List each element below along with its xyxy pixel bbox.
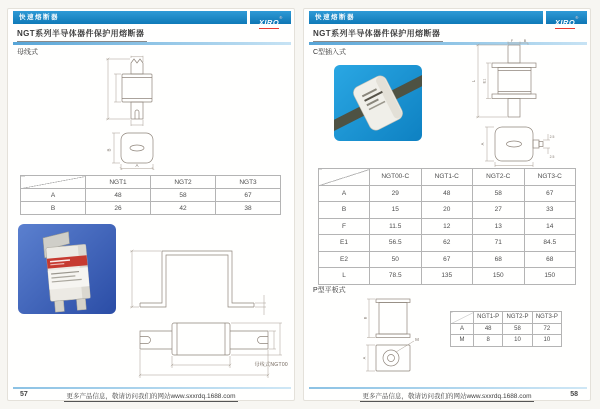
row-label: E2: [319, 251, 370, 268]
ctype-dimension-table: [318, 168, 576, 285]
footer-note: [8, 391, 294, 400]
table-row: [319, 251, 576, 268]
dim-label-b: B: [523, 39, 527, 43]
ctype-fuse-photo-art: [334, 65, 422, 141]
dim-value: 48: [86, 189, 151, 202]
dim-value: 15: [370, 202, 422, 219]
brand-logo-text: XIRO: [258, 18, 280, 28]
table-row: [319, 235, 576, 252]
row-label: A: [21, 189, 86, 202]
brand-logo: [250, 11, 291, 28]
column-header: NGT3-C: [524, 169, 576, 186]
dim-label-b: B: [106, 148, 112, 152]
table-row: [319, 218, 576, 235]
footer-note-text: 更多产品信息，敬请访问我们的网站www.sxxrdq.1688.com: [66, 393, 236, 400]
drawing-caption: 母线式NGT00: [254, 362, 288, 368]
header-category-label: 快速熔断器: [19, 14, 59, 21]
table-row: [319, 268, 576, 285]
dim-value: 68: [473, 251, 525, 268]
dim-value: 27: [473, 202, 525, 219]
dim-value: 14: [524, 218, 576, 235]
dim-value: 20: [421, 202, 473, 219]
ptype-fuse-dimension-drawing: [362, 295, 432, 373]
dim-label-f: F: [510, 39, 514, 43]
table-row: [319, 202, 576, 219]
ctype-fuse-dimension-drawing: [462, 39, 566, 167]
dim-value: 38: [216, 202, 281, 215]
dim-label-tab-2: 2.5: [549, 155, 555, 159]
brand-logo-text: XIRO: [554, 18, 576, 28]
dim-label-e: E1: [482, 78, 487, 84]
busbar-fuse-photo: [18, 224, 116, 314]
column-header: NGT1-P: [474, 312, 503, 324]
title-divider-rule: [13, 42, 291, 45]
dim-label-tab-1: 2.5: [549, 135, 555, 139]
dim-value: 26: [86, 202, 151, 215]
dim-value: 11.5: [370, 218, 422, 235]
busbar-fuse-photo-art: [18, 224, 116, 314]
row-label: L: [319, 268, 370, 285]
page-title: NGT系列半导体器件保护用熔断器: [17, 28, 147, 42]
dim-value: 150: [473, 268, 525, 285]
registered-mark: ®: [279, 15, 283, 20]
table-row: [21, 202, 281, 215]
table-row: [451, 323, 562, 335]
table-corner-cell: [319, 169, 370, 186]
table-corner-cell: [451, 312, 474, 324]
dim-value: 10: [532, 335, 561, 347]
table-row: [21, 189, 281, 202]
dim-value: 78.5: [370, 268, 422, 285]
ptype-dimension-table: [450, 311, 562, 347]
row-label: E1: [319, 235, 370, 252]
column-header: NGT2: [151, 176, 216, 189]
page-number: 57: [20, 391, 28, 398]
dim-value: 12: [421, 218, 473, 235]
footer-note: [304, 391, 590, 400]
dim-value: 48: [421, 185, 473, 202]
section-label-ctype: C型插入式: [313, 49, 347, 56]
dim-value: 62: [421, 235, 473, 252]
column-header: NGT2-C: [473, 169, 525, 186]
dim-label-a: A: [135, 163, 139, 168]
dim-value: 135: [421, 268, 473, 285]
dim-value: 56.5: [370, 235, 422, 252]
table-row: [451, 335, 562, 347]
dim-value: 50: [370, 251, 422, 268]
row-label: F: [319, 218, 370, 235]
table-header-row: [451, 312, 562, 324]
page-header-bar: [309, 11, 543, 24]
dim-value: 42: [151, 202, 216, 215]
ctype-fuse-photo: [334, 65, 422, 141]
dim-label-l: L: [471, 79, 476, 83]
brand-logo: [546, 11, 587, 28]
footer-note-text: 更多产品信息，敬请访问我们的网站www.sxxrdq.1688.com: [362, 393, 532, 400]
dim-value: 72: [532, 323, 561, 335]
page-title: NGT系列半导体器件保护用熔断器: [313, 28, 443, 42]
dim-value: 71: [473, 235, 525, 252]
column-header: NGT1: [86, 176, 151, 189]
dim-value: 58: [503, 323, 532, 335]
dim-value: 10: [503, 335, 532, 347]
column-header: NGT1-C: [421, 169, 473, 186]
row-label: A: [451, 323, 474, 335]
dim-value: 58: [151, 189, 216, 202]
column-header: NGT3-P: [532, 312, 561, 324]
footer-divider-rule: [309, 387, 587, 389]
column-header: NGT2-P: [503, 312, 532, 324]
busbar-fuse-dimension-drawing: [74, 55, 194, 173]
dim-value: 33: [524, 202, 576, 219]
page-header-bar: [13, 11, 247, 24]
row-label: A: [319, 185, 370, 202]
dim-value: 67: [524, 185, 576, 202]
dim-value: 68: [524, 251, 576, 268]
table-row: [319, 185, 576, 202]
dim-label-m: M: [415, 337, 419, 342]
section-label-ptype: P型平板式: [313, 287, 346, 294]
dim-value: 84.5: [524, 235, 576, 252]
row-label: B: [319, 202, 370, 219]
catalog-page-57: [7, 8, 295, 401]
dim-value: 13: [473, 218, 525, 235]
dim-label-b: B: [362, 316, 368, 320]
dim-value: 29: [370, 185, 422, 202]
footer-divider-rule: [13, 387, 291, 389]
table-corner-cell: [21, 176, 86, 189]
dim-value: 58: [473, 185, 525, 202]
dim-value: 67: [421, 251, 473, 268]
table-header-row: [319, 169, 576, 186]
busbar-dimension-table: [20, 175, 281, 215]
row-label: M: [451, 335, 474, 347]
section-label-busbar: 母线式: [17, 49, 38, 56]
column-header: NGT3: [216, 176, 281, 189]
dim-value: 48: [474, 323, 503, 335]
catalog-page-58: [303, 8, 591, 401]
dim-value: 150: [524, 268, 576, 285]
dim-label-a: A: [362, 356, 367, 360]
page-number: 58: [570, 391, 578, 398]
dim-value: 67: [216, 189, 281, 202]
dim-value: 8: [474, 335, 503, 347]
row-label: B: [21, 202, 86, 215]
table-header-row: [21, 176, 281, 189]
header-category-label: 快速熔断器: [315, 14, 355, 21]
dim-label-a: A: [480, 142, 485, 146]
registered-mark: ®: [575, 15, 579, 20]
column-header: NGT00-C: [370, 169, 422, 186]
